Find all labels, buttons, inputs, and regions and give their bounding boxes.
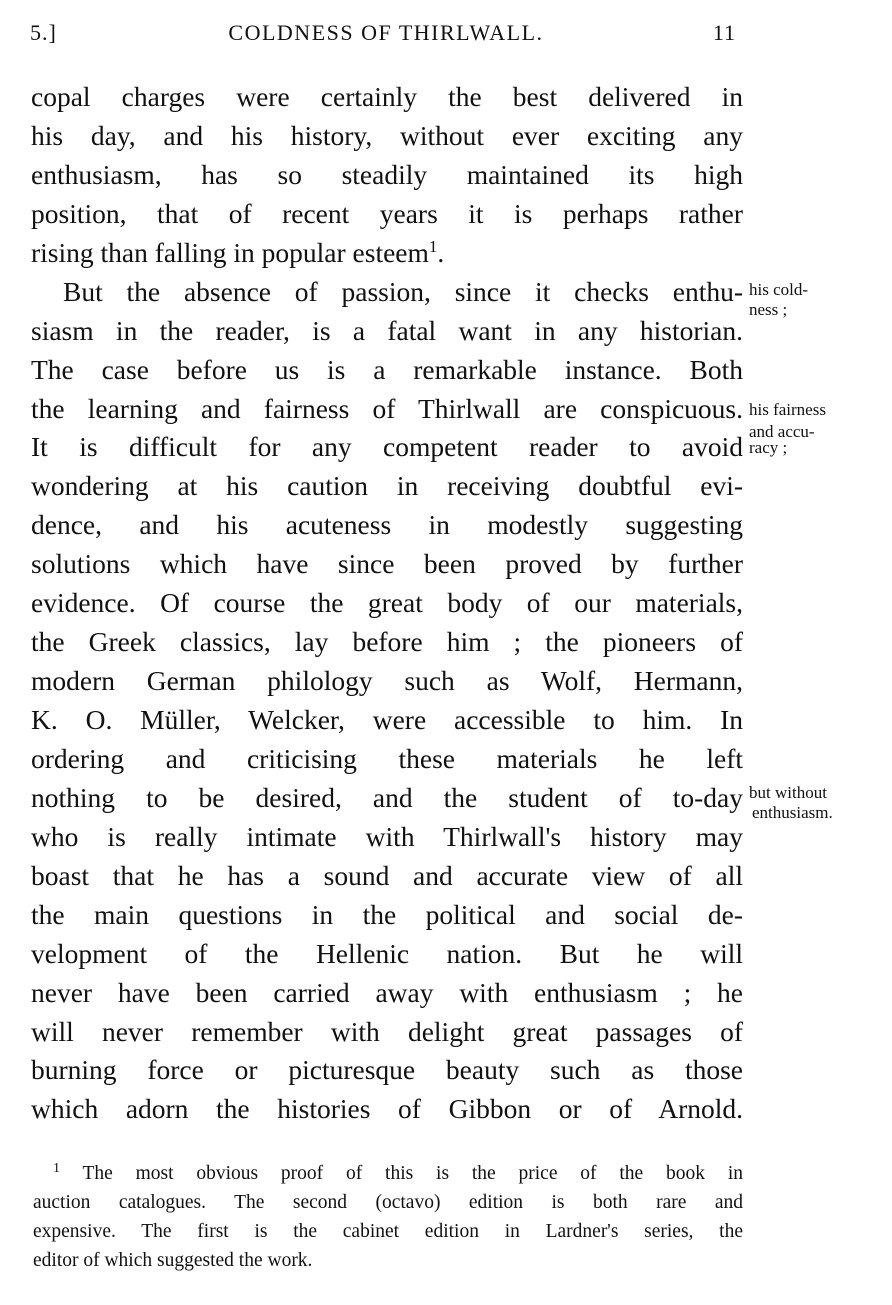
section-number: 5.] <box>30 20 57 45</box>
margin-note-enthusiasm <box>749 783 833 823</box>
text-line: nothing to be desired, and the student of to-day <box>31 781 743 813</box>
text-line: modern German philology such as Wolf, Hermann, <box>31 665 743 697</box>
footnote-line: editor of which suggested the work. <box>33 1250 313 1271</box>
text-line: boast that he has a sound and accurate view of all <box>31 859 743 891</box>
margin-note-line: ness ; <box>749 300 788 319</box>
margin-note-coldness <box>749 280 808 320</box>
text-line: rising than falling in popular esteem <box>31 236 429 268</box>
footnote-line: auction catalogues. The second (octavo) edition is both rare and <box>33 1192 743 1213</box>
footnote-marker: 1 <box>53 1161 60 1176</box>
text-line: the main questions in the political and social de- <box>31 898 743 930</box>
footnote-text: The most obvious proof of this is the price of the book in <box>82 1163 743 1184</box>
margin-note-line: his cold- <box>749 280 809 299</box>
text-line: the learning and fairness of Thirlwall are conspicuous. <box>31 392 743 424</box>
text-line: his day, and his history, without ever exciting any <box>31 119 743 151</box>
margin-note-line: enthusiasm. <box>752 803 833 822</box>
text-line: ordering and criticising these materials he left <box>31 742 743 774</box>
text-line: evidence. Of course the great body of our materials, <box>31 587 743 619</box>
margin-note-line: but without <box>749 783 827 802</box>
margin-note-line: racy ; <box>749 438 788 457</box>
text-line: never have been carried away with enthusiasm ; he <box>31 976 743 1008</box>
text-line-with-footnote-ref <box>31 234 743 273</box>
text-line: position, that of recent years it is perhaps rather <box>31 197 743 229</box>
text-line: which adorn the histories of Gibbon or of Arnold. <box>31 1093 743 1125</box>
text-line: velopment of the Hellenic nation. But he will <box>31 937 743 969</box>
text-line: the Greek classics, lay before him ; the pioneers of <box>31 626 743 658</box>
text-line: The case before us is a remarkable instance. Both <box>31 353 743 385</box>
text-line: solutions which have since been proved by further <box>31 548 743 580</box>
margin-note-line: his fairness <box>749 400 826 419</box>
body-text <box>31 78 743 1129</box>
text-line: who is really intimate with Thirlwall's history may <box>31 820 743 852</box>
page-title: COLDNESS OF THIRLWALL. <box>228 20 544 45</box>
text-line: will never remember with delight great passages of <box>31 1015 743 1047</box>
margin-note-fairness <box>749 400 826 458</box>
paragraph-start-line: But the absence of passion, since it checks enthu- <box>63 275 743 307</box>
running-header <box>30 20 742 54</box>
text-line: wondering at his caution in receiving doubtful evi- <box>31 470 743 502</box>
footnote-first-line <box>33 1159 743 1188</box>
text-line: copal charges were certainly the best delivered in <box>31 81 743 112</box>
text-line: siasm in the reader, is a fatal want in any historian. <box>31 314 743 346</box>
margin-note-line: and accu- <box>749 422 815 441</box>
punctuation: . <box>437 236 445 268</box>
text-line: dence, and his acuteness in modestly suggesting <box>31 509 743 541</box>
text-line: enthusiasm, has so steadily maintained its high <box>31 158 743 190</box>
footnote <box>33 1159 743 1275</box>
footnote-reference: 1 <box>428 236 438 256</box>
text-line: It is difficult for any competent reader to avoid <box>31 431 743 463</box>
page-number: 11 <box>712 20 736 45</box>
text-line: K. O. Müller, Welcker, were accessible to him. In <box>31 704 743 735</box>
text-line: burning force or picturesque beauty such as those <box>31 1054 743 1086</box>
footnote-line: expensive. The first is the cabinet edition in Lardner's series, the <box>33 1221 743 1242</box>
